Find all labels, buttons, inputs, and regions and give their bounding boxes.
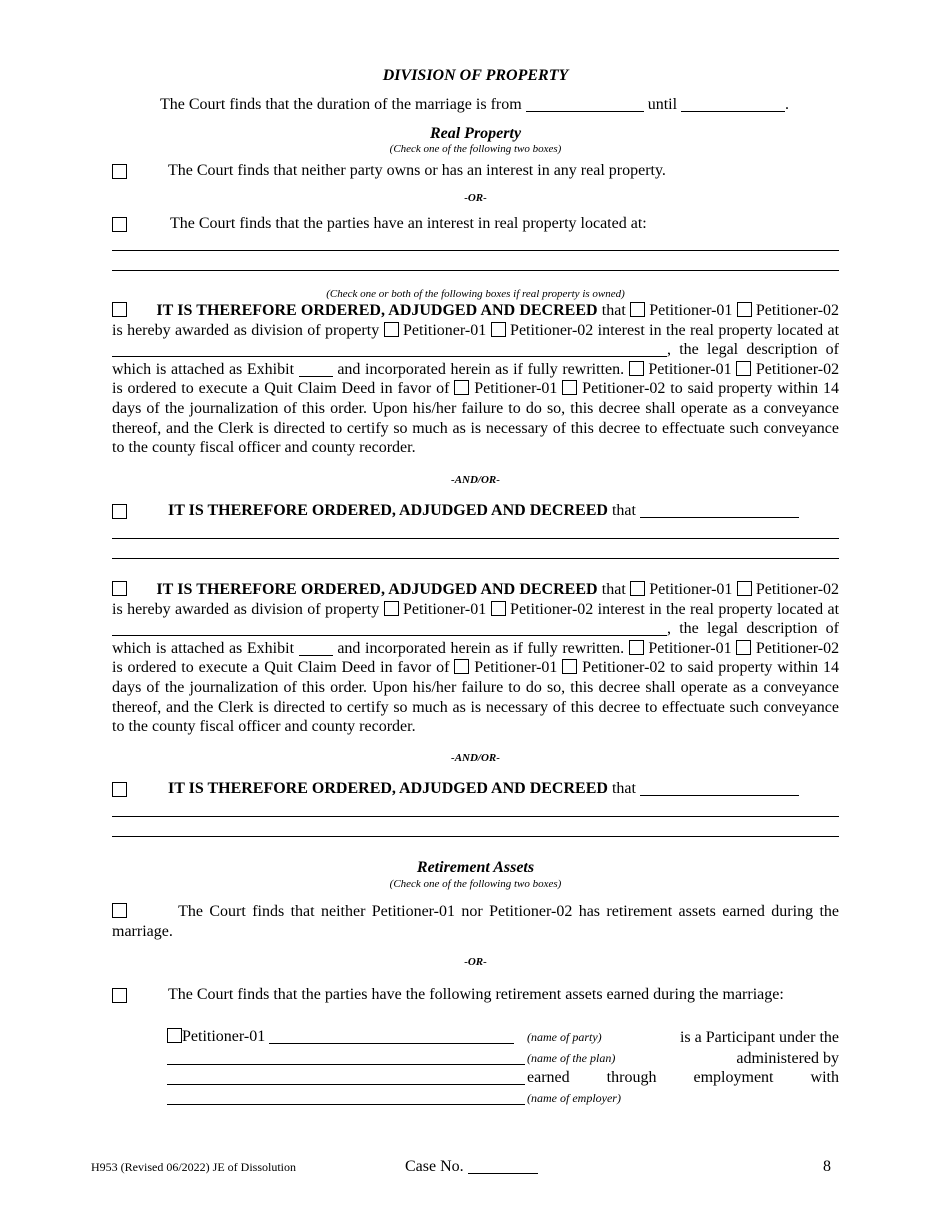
duration-until-field[interactable]	[681, 97, 785, 112]
property-location-field-2[interactable]	[112, 621, 667, 636]
duration-text: The Court finds that the duration of the marriage is from	[160, 96, 522, 113]
legal-text-b: and incorporated herein as if fully rewritten.	[337, 639, 625, 657]
and-or-separator-2: -AND/OR-	[451, 752, 500, 764]
favor-pet1-checkbox[interactable]	[454, 380, 469, 395]
pet2-label: Petitioner-02	[755, 581, 840, 598]
other-decree-2-line-3[interactable]	[112, 836, 839, 837]
interest-text: interest in the	[597, 321, 686, 339]
division-title: DIVISION OF PROPERTY	[382, 67, 569, 84]
address-line-2[interactable]	[112, 270, 839, 271]
award-pet2-checkbox[interactable]	[737, 302, 752, 317]
pet2-label: Petitioner-02	[510, 321, 594, 339]
pet1-label: Petitioner-01	[649, 302, 733, 319]
administrator-field[interactable]	[167, 1070, 525, 1085]
or-separator-2: -OR-	[464, 956, 487, 968]
pet2-label: Petitioner-02	[755, 639, 840, 657]
decree-1-checkbox[interactable]	[112, 302, 127, 317]
decree-that: that	[611, 780, 636, 797]
award-pet1-checkbox-2[interactable]	[630, 581, 645, 596]
and-or-separator-1: -AND/OR-	[451, 474, 500, 486]
interest-pet2-checkbox[interactable]	[491, 322, 506, 337]
name-of-plan-label: (name of the plan)	[527, 1050, 616, 1065]
quit-text: is ordered to execute a Quit Claim Deed in favor of	[112, 380, 450, 398]
pet1-label: Petitioner-01	[648, 360, 732, 378]
other-decree-1-heading: IT IS THEREFORE ORDERED, ADJUDGED AND DECREED	[168, 502, 608, 519]
pet2-label: Petitioner-02	[582, 380, 666, 398]
no-retirement-block	[112, 902, 839, 941]
employer-field[interactable]	[167, 1090, 525, 1105]
pet1-label: Petitioner-01	[403, 600, 487, 618]
earned-text: earned through employment with	[527, 1069, 839, 1087]
pet1-label: Petitioner-01	[474, 659, 558, 677]
pet1-label: Petitioner-01	[649, 581, 733, 598]
retirement-title: Retirement Assets	[416, 859, 535, 876]
decree-2-checkbox[interactable]	[112, 581, 127, 596]
no-retirement-text: The Court finds that neither Petitioner-01 nor Petitioner-02 has retirement assets earned during the marriage.	[112, 903, 840, 940]
duration-from-field[interactable]	[526, 97, 644, 112]
real-property-instruction: (Check one of the following two boxes)	[389, 143, 562, 155]
other-decree-2-field[interactable]	[640, 781, 799, 796]
owned-instruction: (Check one or both of the following boxes if real property is owned)	[326, 288, 625, 300]
award-pet1-checkbox[interactable]	[630, 302, 645, 317]
duration-line: The Court finds that the duration of the marriage is from until .	[160, 96, 790, 113]
no-real-property-text: The Court finds that neither party owns or has an interest in any real property.	[168, 162, 666, 179]
case-label: Case No.	[405, 1158, 464, 1175]
other-decree-2-line-2[interactable]	[112, 816, 839, 817]
interest-pet1-checkbox-2[interactable]	[384, 601, 399, 616]
administered-text: administered by	[736, 1049, 839, 1067]
form-number: H953 (Revised 06/2022) JE of Dissolution	[91, 1160, 296, 1174]
located-text: real property located at	[689, 600, 840, 618]
decree-block-2: IT IS THEREFORE ORDERED, ADJUDGED AND DECREED that Petitioner-01 Petitioner-02 is hereby awarded as division of property Petitioner-01 Petitioner-02 interest in the real property located at , the legal description of which is attached as Exhibit and incorporated herein as if fully rewritten. Petitioner-01 Petitioner-02 is ordered to execute a Quit Claim Deed in favor of Petitioner-01 Petitioner-02 to said property within 14 days of the journalization of this order. Upon his/her failure to do so, this decree shall operate as a conveyance thereof, and the Clerk is directed to certify so much as is necessary of this decree to effectuate such conveyance to the county fiscal officer and county recorder.	[112, 581, 840, 736]
awarded-text: is hereby awarded as division of property	[112, 321, 380, 339]
participant-pet1-checkbox[interactable]	[167, 1028, 182, 1043]
quit-pet1-checkbox-2[interactable]	[629, 640, 644, 655]
real-property-interest-checkbox[interactable]	[112, 217, 127, 232]
pet1-label: Petitioner-01	[403, 321, 487, 339]
other-decree-2-heading: IT IS THEREFORE ORDERED, ADJUDGED AND DECREED	[168, 780, 608, 797]
legal-text-a: the legal description of which is attached as Exhibit	[112, 620, 839, 657]
pet2-label: Petitioner-02	[510, 600, 594, 618]
other-decree-1-checkbox[interactable]	[112, 504, 127, 519]
legal-text-b: and incorporated herein as if fully rewritten.	[337, 360, 625, 378]
or-separator-1: -OR-	[464, 192, 487, 204]
decree-rest-text: to said property within 14 days of the journalization of this order. Upon his/her failure to do so, this decree shall operate as a conveyance thereof, and the Clerk is directed to certify so much as is necessary of this decree to effectuate such conveyance to the county fiscal officer and county recorder.	[112, 659, 840, 736]
real-property-title: Real Property	[429, 125, 522, 142]
pet2-label: Petitioner-02	[755, 360, 840, 378]
quit-pet1-checkbox[interactable]	[629, 361, 644, 376]
award-pet2-checkbox-2[interactable]	[737, 581, 752, 596]
interest-pet1-checkbox[interactable]	[384, 322, 399, 337]
awarded-text: is hereby awarded as division of property	[112, 600, 380, 618]
decree-that: that	[601, 581, 626, 598]
exhibit-field[interactable]	[299, 362, 333, 377]
decree-block-1: IT IS THEREFORE ORDERED, ADJUDGED AND DECREED that Petitioner-01 Petitioner-02 is hereby awarded as division of property Petitioner-01 Petitioner-02 interest in the real property located at , the legal description of which is attached as Exhibit and incorporated herein as if fully rewritten. Petitioner-01 Petitioner-02 is ordered to execute a Quit Claim Deed in favor of Petitioner-01 Petitioner-02 to said property within 14 days of the journalization of this order. Upon his/her failure to do so, this decree shall operate as a conveyance thereof, and the Clerk is directed to certify so much as is necessary of this decree to effectuate such conveyance to the county fiscal officer and county recorder.	[112, 302, 840, 457]
retirement-instruction: (Check one of the following two boxes)	[389, 878, 562, 890]
pet2-label: Petitioner-02	[582, 659, 666, 677]
pet2-label: Petitioner-02	[755, 302, 840, 319]
favor-pet1-checkbox-2[interactable]	[454, 659, 469, 674]
decree-rest-text: to said property within 14 days of the journalization of this order. Upon his/her failure to do so, this decree shall operate as a conveyance thereof, and the Clerk is directed to certify so much as is necessary of this decree to effectuate such conveyance to the county fiscal officer and county recorder.	[112, 380, 840, 457]
other-decree-1-field[interactable]	[640, 503, 799, 518]
party-name-field[interactable]	[269, 1029, 514, 1044]
favor-pet2-checkbox-2[interactable]	[562, 659, 577, 674]
quit-pet2-checkbox[interactable]	[736, 361, 751, 376]
real-property-interest-text: The Court finds that the parties have an interest in real property located at:	[170, 215, 647, 232]
pet1-label: Petitioner-01	[474, 380, 558, 398]
interest-pet2-checkbox-2[interactable]	[491, 601, 506, 616]
page-number: 8	[823, 1158, 831, 1175]
no-retirement-checkbox[interactable]	[112, 903, 127, 918]
other-decree-1-line-2[interactable]	[112, 538, 839, 539]
exhibit-field-2[interactable]	[299, 641, 333, 656]
other-decree-2-line	[168, 779, 839, 799]
property-location-field[interactable]	[112, 342, 667, 357]
decree-that: that	[601, 302, 626, 319]
other-decree-1-line	[168, 501, 839, 521]
other-decree-1-line-3[interactable]	[112, 558, 839, 559]
located-text: real property located at	[689, 321, 840, 339]
interest-text: interest in the	[597, 600, 686, 618]
retirement-assets-text: The Court finds that the parties have the following retirement assets earned during the marriage:	[168, 986, 784, 1003]
name-of-party-label: (name of party)	[527, 1030, 602, 1044]
pet1-label: Petitioner-01	[648, 639, 732, 657]
other-decree-2-checkbox[interactable]	[112, 782, 127, 797]
duration-until: until	[647, 96, 678, 113]
decree-that: that	[611, 502, 636, 519]
quit-pet2-checkbox-2[interactable]	[736, 640, 751, 655]
decree-2-heading: IT IS THEREFORE ORDERED, ADJUDGED AND DECREED	[156, 581, 598, 598]
case-number-field[interactable]	[468, 1159, 538, 1174]
case-number	[405, 1158, 538, 1176]
retirement-participant-block	[167, 1027, 839, 1108]
participant-text: is a Participant under the	[679, 1029, 839, 1046]
retirement-assets-checkbox[interactable]	[112, 988, 127, 1003]
name-of-employer-label: (name of employer)	[527, 1090, 621, 1105]
legal-text-a: the legal description of which is attached as Exhibit	[112, 341, 839, 378]
participant-pet1-label: Petitioner-01	[182, 1028, 266, 1045]
decree-1-heading: IT IS THEREFORE ORDERED, ADJUDGED AND DECREED	[156, 302, 598, 319]
quit-text: is ordered to execute a Quit Claim Deed in favor of	[112, 659, 450, 677]
plan-name-field[interactable]	[167, 1050, 525, 1065]
address-line-1[interactable]	[112, 250, 839, 251]
no-real-property-checkbox[interactable]	[112, 164, 127, 179]
favor-pet2-checkbox[interactable]	[562, 380, 577, 395]
